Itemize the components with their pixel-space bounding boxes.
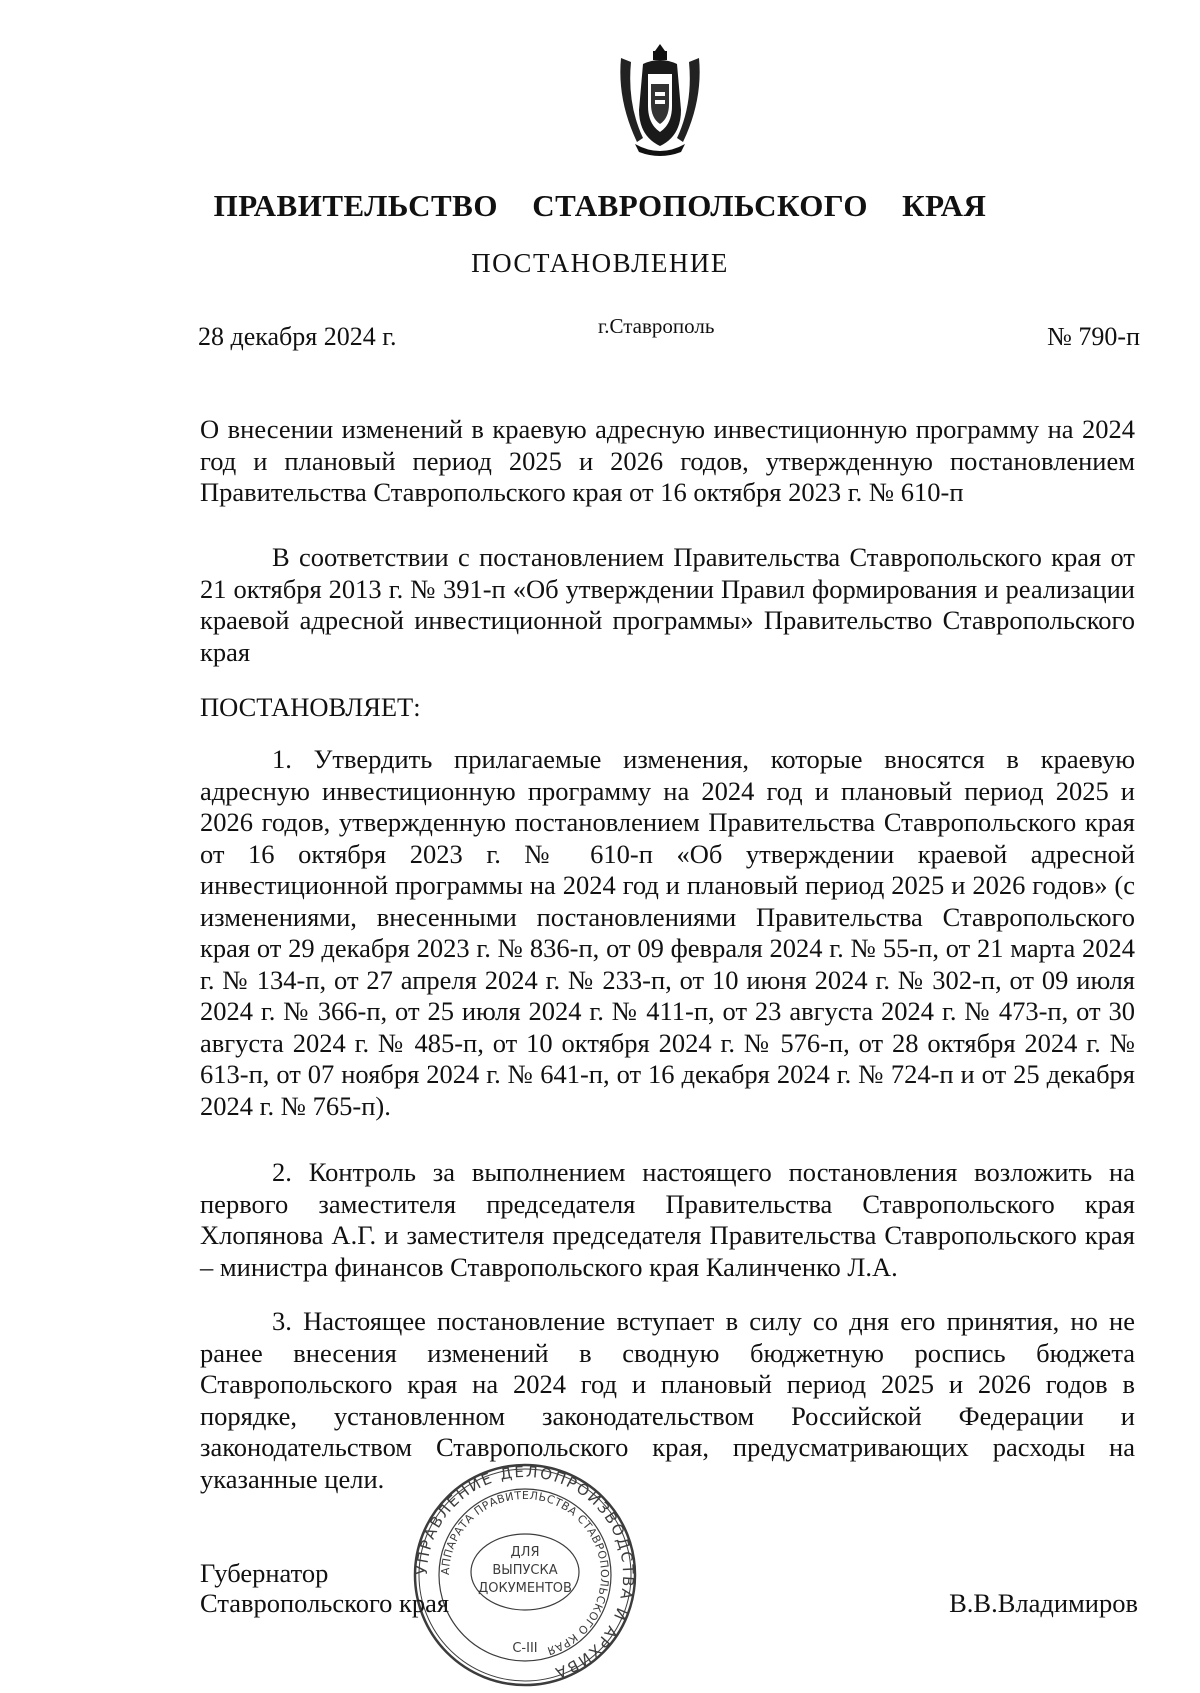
- stamp-center-line-1: ДЛЯ: [510, 1545, 540, 1560]
- signatory-role-line-1: Губернатор: [200, 1558, 329, 1588]
- signatory-role-line-2: Ставропольского края: [200, 1588, 450, 1618]
- stavropol-coat-of-arms-icon: [615, 40, 705, 158]
- item-3-paragraph: 3. Настоящее постановление вступает в силу со дня его принятия, но не ранее внесения изменений в сводную бюджетную роспись бюджета Ставропольского края на 2024 год и плановый период 2025 и 2026 годов в порядке, установленном законодательством Российской Федерации и законодательством Ставропольского края, предусматривающих расходы на указанные цели.: [200, 1306, 1135, 1494]
- stamp-center-line-3: ДОКУМЕНТОВ: [478, 1581, 572, 1596]
- document-city: г.Ставрополь: [598, 314, 715, 338]
- signatory-name: В.В.Владимиров: [949, 1588, 1138, 1618]
- item-2-paragraph: 2. Контроль за выполнением настоящего постановления возложить на первого заместителя председателя Правительства Ставропольского края Хлопянова А.Г. и заместителя председателя Правительства Ставропольского края – министра финансов Ставропольского края Калинченко Л.А.: [200, 1157, 1135, 1282]
- document-date: 28 декабря 2024 г.: [198, 322, 397, 351]
- stamp-center-line-2: ВЫПУСКА: [492, 1563, 558, 1578]
- stamp-outer-text: УПРАВЛЕНИЕ ДЕЛОПРОИЗВОДСТВА И АРХИВА: [412, 1462, 638, 1683]
- document-type: ПОСТАНОВЛЕНИЕ: [471, 248, 729, 278]
- government-title: ПРАВИТЕЛЬСТВО СТАВРОПОЛЬСКОГО КРАЯ: [213, 188, 987, 223]
- document-subject: О внесении изменений в краевую адресную инвестиционную программу на 2024 год и плановый период 2025 и 2026 годов, утвержденную постановлением Правительства Ставропольского края от 16 октября 2023 г. № 610-п: [200, 414, 1135, 507]
- document-number: № 790-п: [1047, 322, 1140, 351]
- decree-word: ПОСТАНОВЛЯЕТ:: [200, 692, 421, 722]
- stamp-code: С-III: [512, 1641, 538, 1656]
- preamble-paragraph: В соответствии с постановлением Правительства Ставропольского края от 21 октября 2013 г. № 391-п «Об утверждении Правил формирования и реализации краевой адресной инвестиционной программы» Правительство Ставропольского края: [200, 542, 1135, 667]
- official-stamp: [405, 1460, 645, 1690]
- stamp-inner-text: АППАРАТА ПРАВИТЕЛЬСТВА СТАВРОПОЛЬСКОГО КРАЯ: [438, 1488, 612, 1658]
- item-1-paragraph: 1. Утвердить прилагаемые изменения, которые вносятся в краевую адресную инвестиционную программу на 2024 год и плановый период 2025 и 2026 годов, утвержденную постановлением Правительства Ставропольского края от 16 октября 2023 г. № 610-п «Об утверждении краевой адресной инвестиционной программы на 2024 год и плановый период 2025 и 2026 годов» (с изменениями, внесенными постановлениями Правительства Ставропольского края от 29 декабря 2023 г. № 836-п, от 09 февраля 2024 г. № 55-п, от 21 марта 2024 г. № 134-п, от 27 апреля 2024 г. № 233-п, от 10 июня 2024 г. № 302-п, от 09 июля 2024 г. № 366-п, от 25 июля 2024 г. № 411-п, от 23 августа 2024 г. № 473-п, от 30 августа 2024 г. № 485-п, от 10 октября 2024 г. № 576-п, от 28 октября 2024 г. № 613-п, от 07 ноября 2024 г. № 641-п, от 16 декабря 2024 г. № 724-п и от 25 декабря 2024 г. № 765-п).: [200, 744, 1135, 1121]
